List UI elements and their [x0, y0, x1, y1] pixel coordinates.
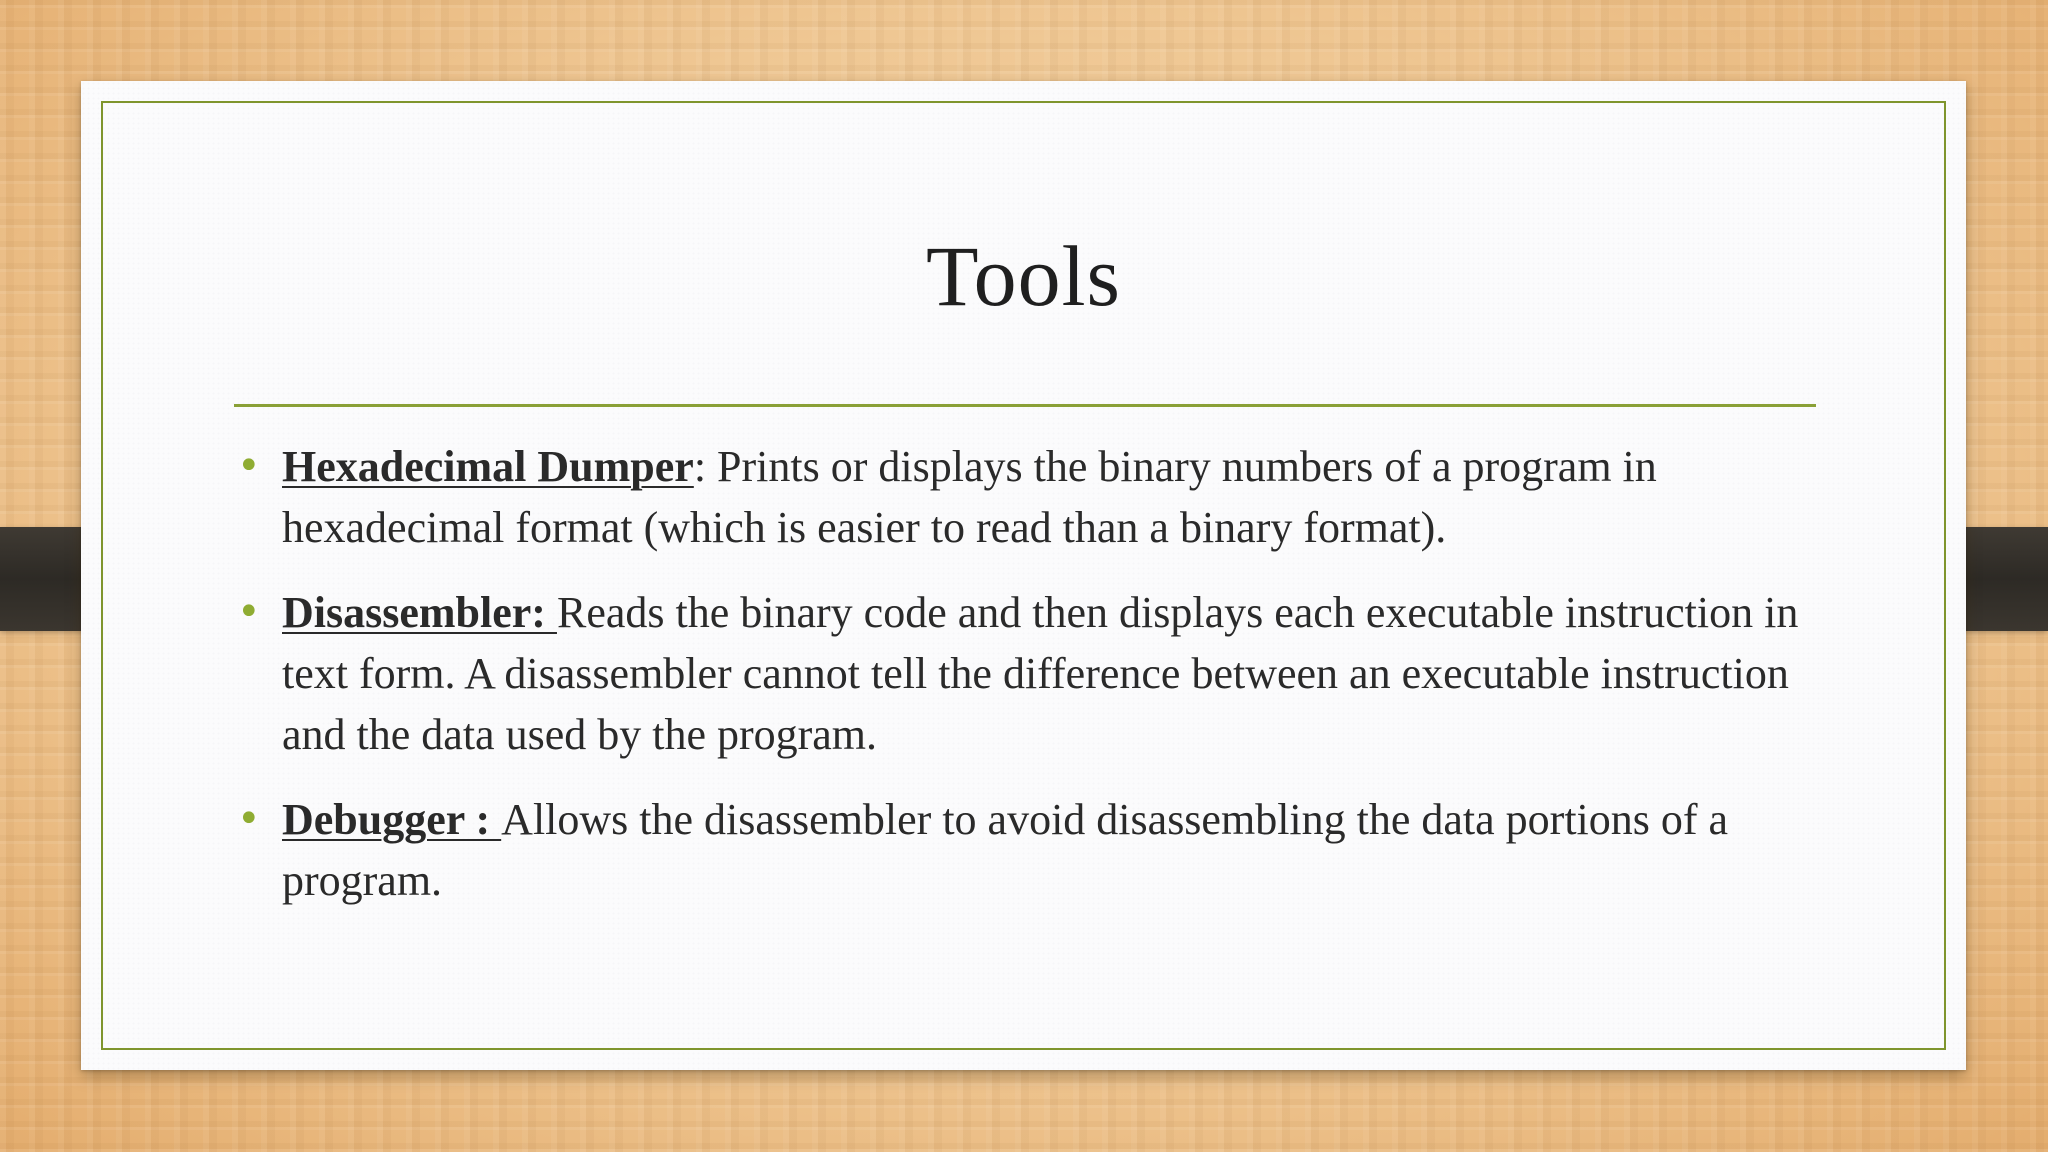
- bullet-item-disassembler: [234, 582, 1854, 765]
- bullet-term: Debugger :: [282, 795, 502, 844]
- bullet-dot-icon: •: [237, 796, 261, 842]
- bullet-dot-icon: •: [237, 589, 261, 635]
- bullet-list: [234, 436, 1854, 935]
- bullet-term: Disassembler:: [282, 588, 557, 637]
- bullet-item-debugger: [234, 789, 1854, 911]
- bullet-text: Prints or displays the binary numbers of a program in hexadecimal format (which is easier to read than a binary format).: [282, 442, 1657, 552]
- bullet-text: Reads the binary code and then displays each executable instruction in text form. A disassembler cannot tell the difference between an executable instruction and the data used by the program.: [282, 588, 1799, 759]
- bullet-dot-icon: •: [237, 443, 261, 489]
- slide-title: Tools: [926, 228, 1121, 324]
- bullet-text: Allows the disassembler to avoid disassembling the data portions of a program.: [282, 795, 1729, 905]
- bullet-separator: :: [693, 442, 707, 491]
- bullet-term: Hexadecimal Dumper: [282, 442, 694, 491]
- slide-card: [81, 81, 1966, 1070]
- title-divider: [234, 404, 1816, 407]
- bullet-item-hexadecimal-dumper: [234, 436, 1854, 558]
